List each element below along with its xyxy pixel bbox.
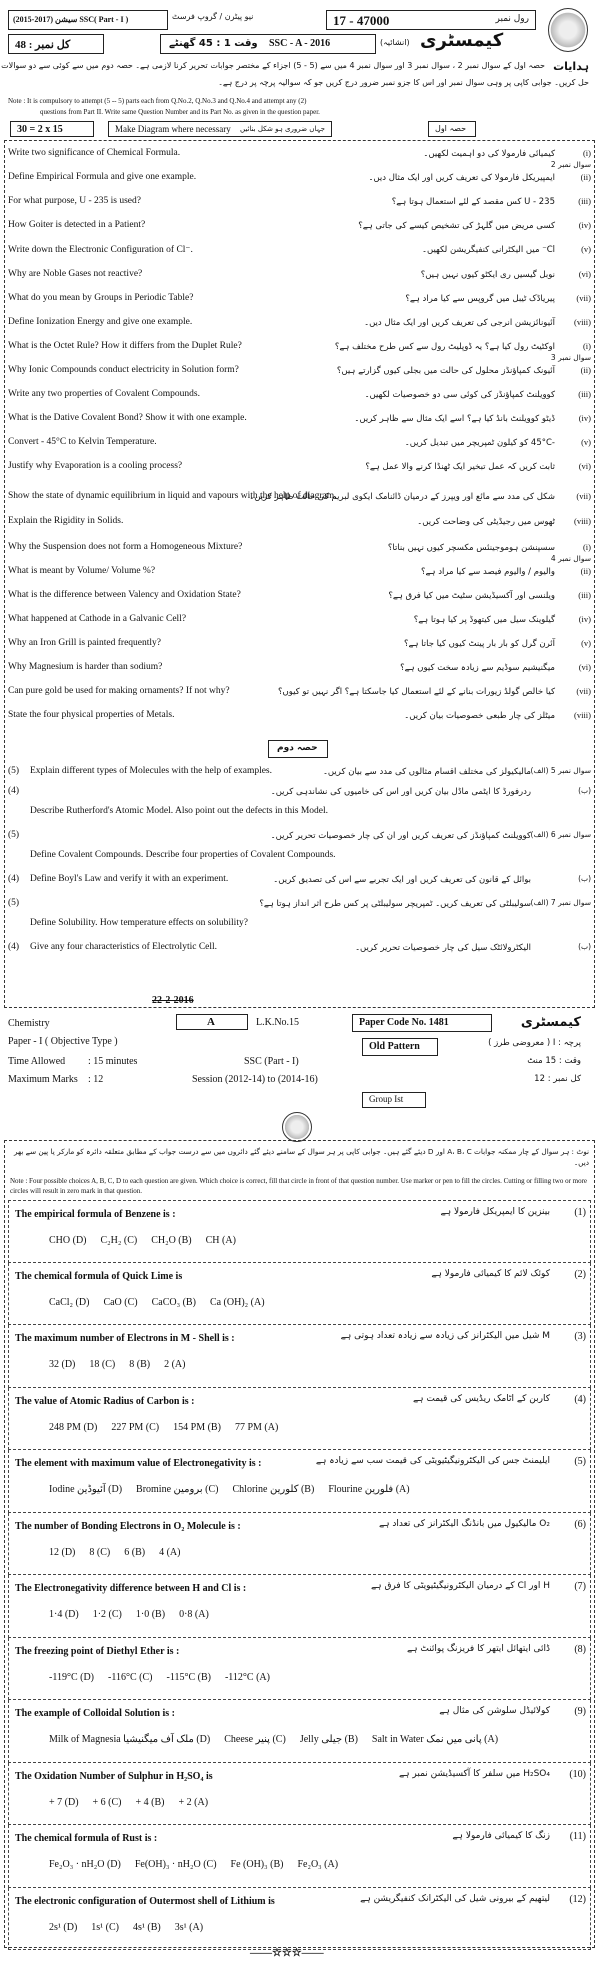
mcq-question-ur: بینزین کا ایمپریکل فارمولا ہے <box>440 1207 550 1217</box>
mcq-question-ur: ڈائی ایتھائل ایتھر کا فریزنگ پوائنٹ ہے <box>406 1643 550 1654</box>
session-text: (2015-2017) سیشن SSC( Part - I ) <box>13 15 129 24</box>
short-question-ur: ڈیٹو کوویلنٹ بانڈ کیا ہے؟ اسے ایک مثال سے ظاہر کریں۔ <box>354 414 555 425</box>
roll-label: رول نمبر <box>495 14 529 24</box>
long-question-num: (ب) <box>578 942 591 951</box>
mcq-option[interactable]: Jelly جیلی (B) <box>299 1734 358 1745</box>
mcq-question-ur: کاربن کے اٹامک ریڈیس کی قیمت ہے <box>412 1393 550 1404</box>
short-question-row <box>8 514 591 533</box>
short-question-num: (v) <box>581 437 591 448</box>
mcq-number: (3) <box>574 1331 586 1342</box>
short-question-ur: آئیونک کمپاؤنڈز محلول کی حالت میں بجلی کیوں گزارتے ہیں؟ <box>336 365 555 376</box>
old-pattern-box <box>362 1038 438 1056</box>
obj-subject-en: Chemistry <box>8 1018 50 1029</box>
mcq-option[interactable]: 1s¹ (C) <box>91 1921 120 1933</box>
long-question-marks: (4) <box>8 942 20 952</box>
short-question-num: (iii) <box>578 389 591 399</box>
mcq-option[interactable]: CH (A) <box>205 1235 236 1246</box>
subject-sub: (انشائیہ) <box>380 38 410 47</box>
mcq-number: (11) <box>569 1831 586 1842</box>
short-question-ur: Cl⁻ میں الیکٹرانی کنفیگریشن لکھیں۔ <box>422 245 555 256</box>
old-pattern: Old Pattern <box>369 1041 420 1052</box>
mcq-item <box>8 1513 591 1576</box>
mcq-option[interactable]: 2s¹ (D) <box>49 1921 78 1933</box>
short-question-row <box>8 315 591 334</box>
short-question-ur: آئیونائزیشن انرجی کی تعریف کریں اور ایک مثال دیں۔ <box>364 317 555 328</box>
obj-code-letter-box <box>176 1014 248 1030</box>
short-question-num: (i) <box>582 148 591 158</box>
short-question-en: How Goiter is detected in a Patient? <box>8 220 146 231</box>
short-question-row <box>8 564 591 583</box>
long-question-ur: سولیبلٹی کی تعریف کریں۔ ٹمپریچر سولیبلٹی پر کس طرح اثر انداز ہوتا ہے؟ <box>259 899 531 909</box>
board-seal-icon <box>548 8 588 52</box>
mcq-option[interactable]: + 7 (D) <box>49 1796 79 1808</box>
mcq-options <box>49 1734 512 1745</box>
long-question-ur: ردرفورڈ کا ایٹمی ماڈل بیان کریں اور اس کی خامیوں کی نشاندہی کریں۔ <box>270 787 531 797</box>
mcq-option[interactable]: 77 PM (A) <box>234 1421 279 1433</box>
mcq-option[interactable]: Flourine فلورین (A) <box>328 1484 410 1495</box>
short-question-row <box>8 612 591 631</box>
short-question-num: (ii) <box>580 364 591 375</box>
long-question-row <box>8 940 591 959</box>
short-question-row <box>8 363 591 382</box>
obj-code-letter: A <box>207 1016 215 1028</box>
diagram-urdu: جہاں ضروری ہو شکل بنائیں <box>240 125 325 133</box>
long-question-num: سوال نمبر 6 (الف) <box>530 830 591 839</box>
mcq-option[interactable]: 6 (B) <box>124 1546 146 1558</box>
mcq-option[interactable]: 154 PM (B) <box>173 1421 221 1433</box>
short-question-en: What is the Octet Rule? How it differs from the Duplet Rule? <box>8 340 242 351</box>
part2-label: حصہ دوم <box>277 743 318 753</box>
mcq-option[interactable]: CaCl₂ (D) <box>49 1296 90 1308</box>
instructions-note-2: questions from Part II. Write same Question Number and its Part No. as given in the question paper. <box>40 108 320 116</box>
long-question-marks: (5) <box>8 898 20 908</box>
short-question-num: (iv) <box>578 613 591 624</box>
marks-formula: 30 = 2 x 15 <box>17 124 63 135</box>
time-text: وقت 1 : 45 گھنٹے <box>169 38 258 49</box>
short-question-ur: ٹھوس میں رجیڈیٹی کی وضاحت کریں۔ <box>417 516 555 527</box>
obj-group: Group Ist <box>369 1094 404 1104</box>
mcq-option[interactable]: 4 (A) <box>159 1546 181 1558</box>
short-question-num: (vii) <box>576 292 591 303</box>
mcq-option[interactable]: -112°C (A) <box>224 1671 270 1683</box>
mcq-question-ur: O₂ مالیکیول میں بانڈنگ الیکٹرانز کی تعداد ہے <box>378 1518 550 1529</box>
short-question-num: (vii) <box>576 491 591 502</box>
mcq-option[interactable]: -119°C (D) <box>49 1671 95 1683</box>
short-question-row <box>8 194 591 213</box>
obj-paper-ur: پرچہ : I ( معروضی طرز ) <box>488 1038 581 1048</box>
short-question-row <box>8 411 591 430</box>
obj-paper-en: Paper - I ( Objective Type ) <box>8 1036 118 1047</box>
obj-time-ur: وقت : 15 منٹ <box>527 1056 581 1066</box>
question-number-label: سوال نمبر 2 <box>550 160 591 169</box>
mcq-question: The element with maximum value of Electronegativity is : <box>15 1458 262 1469</box>
instructions-label: ہدایات <box>553 60 589 73</box>
roll-number: 17 - 47000 <box>333 13 390 28</box>
short-question-en: Write down the Electronic Configuration of Cl⁻. <box>8 245 193 256</box>
mcq-question: The freezing point of Diethyl Ether is : <box>15 1645 180 1657</box>
mcq-option[interactable]: -115°C (B) <box>166 1671 211 1683</box>
time-box <box>160 34 376 54</box>
short-question-row <box>8 170 591 189</box>
part1-label: حصہ اول <box>435 124 467 133</box>
diagram-box <box>108 121 332 137</box>
mcq-option[interactable]: 8 (C) <box>89 1546 111 1558</box>
mcq-item <box>8 1638 591 1701</box>
short-question-en: Justify why Evaporation is a cooling process? <box>8 461 183 472</box>
mcq-item <box>8 1700 591 1763</box>
mcq-option[interactable]: 1·4 (D) <box>49 1609 79 1620</box>
long-question-row <box>8 764 591 783</box>
mcq-item <box>8 1575 591 1638</box>
mcq-option[interactable]: -116°C (C) <box>108 1671 153 1683</box>
short-question-en: Write two significance of Chemical Formula. <box>8 148 181 158</box>
mcq-number: (8) <box>574 1643 586 1655</box>
end-stars: ——☆☆☆—— <box>250 1947 324 1959</box>
short-question-ur: والیوم / والیوم فیصد سے کیا مراد ہے؟ <box>421 566 555 577</box>
mcq-question: The Oxidation Number of Sulphur in H₂SO₄ is <box>15 1770 213 1782</box>
instructions-urdu-2: حل کریں۔ جوابی کاپی پر وہی سوال نمبر اور اس کا جزو نمبر ضرور درج کریں جو کہ سوالیہ پرچہ پر درج ہے۔ <box>218 78 589 87</box>
short-question-num: (iv) <box>578 220 591 231</box>
mcq-option[interactable]: 0·8 (A) <box>179 1609 209 1620</box>
long-question-num: (ب) <box>578 874 591 883</box>
obj-ssc: SSC (Part - I) <box>244 1056 299 1067</box>
short-question-ur: -45°C کو کیلون ٹمپریچر میں تبدیل کریں۔ <box>404 438 555 449</box>
mcq-options <box>49 1922 217 1933</box>
part2-end-mark: 22-2-2016 <box>152 995 194 1006</box>
obj-time-val: : 15 minutes <box>88 1056 138 1067</box>
long-question-num: (ب) <box>578 786 591 795</box>
short-question-num: (vii) <box>576 686 591 697</box>
mcq-question-ur: H اور Cl کے درمیان الیکٹرونیگیٹیویٹی کا فرق ہے <box>371 1581 550 1591</box>
mcq-option[interactable]: Iodine آئیوڈین (D) <box>49 1484 123 1495</box>
mcq-number: (6) <box>574 1518 586 1530</box>
mcq-options <box>49 1672 284 1683</box>
short-question-ur: ثابت کریں کہ عمل تبخیر ایک ٹھنڈا کرنے والا عمل ہے؟ <box>365 462 555 473</box>
mcq-question: The empirical formula of Benzene is : <box>15 1209 176 1220</box>
mcq-option[interactable]: + 4 (B) <box>135 1796 165 1808</box>
mcq-question: The electronic configuration of Outermost shell of Lithium is <box>15 1895 275 1907</box>
obj-lk-no: L.K.No.15 <box>256 1017 300 1028</box>
short-question-ur: U - 235 کس مقصد کے لئے استعمال ہوتا ہے؟ <box>391 197 555 208</box>
mcq-options <box>49 1609 223 1620</box>
mcq-option[interactable]: + 6 (C) <box>92 1796 122 1808</box>
long-question-marks: (5) <box>8 766 20 776</box>
short-question-ur: نوبل گیسیں ری ایکٹو کیوں نہیں ہیں؟ <box>420 269 555 280</box>
short-question-num: (ii) <box>580 172 591 183</box>
group-text: نیو پیٹرن / گروپ فرسٹ <box>172 12 254 21</box>
long-question-ur: بوائل کے قانون کی تعریف کریں اور ایک تجربے سے اس کی تصدیق کریں۔ <box>273 875 531 885</box>
long-question-row <box>8 784 591 803</box>
long-question-marks: (4) <box>8 786 20 796</box>
short-question-ur: کیمیائی فارمولا کی دو اہمیت لکھیں۔ <box>423 149 555 159</box>
mcq-options <box>49 1422 292 1433</box>
short-question-row <box>8 660 591 679</box>
short-question-num: (vi) <box>578 461 591 472</box>
mcq-option[interactable]: 8 (B) <box>129 1359 151 1370</box>
mcq-option[interactable]: Bromine برومین (C) <box>136 1484 219 1495</box>
mcq-options <box>49 1359 199 1370</box>
long-question-row <box>8 872 591 891</box>
short-question-en: Why are Noble Gases not reactive? <box>8 268 143 279</box>
short-question-num: (viii) <box>574 710 591 721</box>
mcq-number: (7) <box>574 1581 586 1592</box>
mcq-options <box>49 1484 424 1495</box>
short-question-en: Define Empirical Formula and give one example. <box>8 172 197 183</box>
mcq-option[interactable]: Cheese پنیر (C) <box>224 1734 286 1745</box>
short-question-num: (ii) <box>580 565 591 576</box>
mcq-option[interactable]: 1·2 (C) <box>92 1609 122 1620</box>
short-question-num: (vi) <box>578 268 591 279</box>
mcq-option[interactable]: CH₂O (B) <box>151 1235 192 1246</box>
mcq-item <box>8 1325 591 1388</box>
group-box <box>362 1092 426 1108</box>
obj-paper-code: Paper Code No. 1481 <box>359 1017 449 1028</box>
mcq-option[interactable]: Milk of Magnesia ملک آف میگنیشیا (D) <box>49 1734 211 1745</box>
obj-marks-val: : 12 <box>88 1074 104 1085</box>
mcq-question: The example of Colloidal Solution is : <box>15 1708 176 1719</box>
mcq-question-ur: کولائیڈل سلوشن کی مثال ہے <box>439 1706 550 1716</box>
short-question-row <box>8 435 591 454</box>
short-question-ur: اوکٹیٹ رول کیا ہے؟ یہ ڈوپلیٹ رول سے کس طرح مختلف ہے؟ <box>334 341 555 352</box>
part1-box <box>428 121 476 137</box>
mcq-option[interactable]: + 2 (A) <box>178 1796 209 1808</box>
short-question-row <box>8 146 591 165</box>
obj-subject-ur: کیمسٹری <box>520 1015 581 1030</box>
short-question-num: (v) <box>581 638 591 648</box>
long-question-en: Describe Rutherford's Atomic Model. Also point out the defects in this Model. <box>30 806 329 816</box>
mcq-option[interactable]: CaCO₃ (B) <box>151 1296 196 1308</box>
mcq-option[interactable]: 4s¹ (B) <box>133 1921 161 1933</box>
mcq-question-ur: زنگ کا کیمیائی فارمولا ہے <box>452 1831 550 1841</box>
mcq-number: (10) <box>569 1768 586 1780</box>
short-question-num: (vi) <box>578 662 591 673</box>
mcq-question-ur: M شیل میں الیکٹرانز کی زیادہ سے زیادہ تعداد ہوتی ہے <box>340 1331 550 1341</box>
short-question-num: (iii) <box>578 196 591 207</box>
obj-paper-code-box <box>352 1014 492 1032</box>
short-question-ur: کیا خالص گولڈ زیورات بنانے کے لئے استعمال کیا جاسکتا ہے؟ اگر نہیں تو کیوں؟ <box>277 687 555 698</box>
mcq-question-ur: لیتھیم کے بیرونی شیل کی الیکٹرانک کنفیگریشن ہے <box>360 1893 550 1904</box>
diagram-text: Make Diagram where necessary <box>115 124 231 134</box>
long-question-row <box>8 896 591 915</box>
long-question-row <box>8 848 591 867</box>
question-number-label: سوال نمبر 3 <box>550 352 591 362</box>
short-question-en: What is meant by Volume/ Volume %? <box>8 565 156 576</box>
short-question-ur: ایمپیریکل فارمولا کی تعریف کریں اور ایک مثال دیں۔ <box>368 173 555 184</box>
session-box <box>8 10 168 30</box>
mcq-question-ur: H₂SO₄ میں سلفر کا آکسیڈیشن نمبر ہے <box>399 1768 550 1779</box>
short-question-row <box>8 489 591 508</box>
mcq-number: (5) <box>574 1456 586 1467</box>
mcq-option[interactable]: 3s¹ (A) <box>174 1921 204 1933</box>
long-question-row <box>8 828 591 847</box>
mcq-question: The chemical formula of Rust is : <box>15 1833 158 1844</box>
short-question-en: State the four physical properties of Metals. <box>8 710 175 721</box>
question-number-label: سوال نمبر 4 <box>550 553 591 563</box>
long-question-num: سوال نمبر 7 (الف) <box>530 898 591 907</box>
mcq-option[interactable]: CHO (D) <box>49 1235 87 1246</box>
long-question-num: سوال نمبر 5 (الف) <box>530 766 591 775</box>
mcq-option[interactable]: C₂H₂ (C) <box>100 1235 138 1246</box>
long-question-row <box>8 916 591 935</box>
mcq-number: (1) <box>574 1207 586 1218</box>
short-question-row <box>8 291 591 310</box>
mcq-item <box>8 1388 591 1451</box>
obj-note-urdu: نوٹ : ہر سوال کے چار ممکنہ جوابات A، B، C اور D دیئے گئے ہیں۔ جوابی کاپی پر ہر سوال کے سامنے دیئے گئے دائروں میں سے درست جواب کے مطابق متعلقہ دائرہ کو مارکر یا پین سے بھر دیں۔ <box>13 1147 589 1167</box>
short-question-ur: گیلوینک سیل میں کیتھوڈ پر کیا ہوتا ہے؟ <box>413 614 555 625</box>
long-question-row <box>8 804 591 823</box>
short-question-en: What do you mean by Groups in Periodic Table? <box>8 292 194 303</box>
subject-title: کیمسٹری <box>420 30 504 51</box>
short-question-en: Why Ionic Compounds conduct electricity in Solution form? <box>8 364 239 375</box>
short-question-en: Can pure gold be used for making ornaments? If not why? <box>8 686 230 697</box>
mcq-option[interactable]: CaO (C) <box>103 1296 138 1308</box>
mcq-options <box>49 1797 222 1808</box>
mcq-number: (4) <box>574 1393 586 1405</box>
short-question-row <box>8 218 591 237</box>
mcq-option[interactable]: 248 PM (D) <box>49 1421 98 1433</box>
obj-session: Session (2012-14) to (2014-16) <box>192 1074 318 1085</box>
paper-code: SSC - A - 2016 <box>269 38 331 49</box>
instructions-note-1: Note : It is compulsory to attempt (5 -- 5) parts each from Q.No.2, Q.No.3 and Q.No.4 and attempt any (2) <box>8 97 307 105</box>
board-seal-small-icon <box>282 1112 312 1142</box>
short-question-row <box>8 387 591 406</box>
mcq-options <box>49 1297 279 1308</box>
short-question-row <box>8 540 591 559</box>
instructions-urdu-1: حصہ اول کے سوال نمبر 2 ، سوال نمبر 3 اور سوال نمبر 4 میں سے (5 - 5) اجزاء کے مختصر جوابات تحریر کرنا لازمی ہے۔ حصہ دوم میں سے کوئی سے دو سوالات <box>1 61 545 70</box>
mcq-item <box>8 1200 591 1263</box>
obj-note-en: Note : Four possible choices A, B, C, D to each question are given. Which choice is correct, fill that circle in front of that question number. Use marker or pen to fill the circles. Cutting or filling two or more circles will result in zero mark in that question. <box>10 1177 588 1195</box>
short-question-en: Why an Iron Grill is painted frequently? <box>8 638 162 648</box>
mcq-number: (12) <box>569 1893 586 1905</box>
mcq-item <box>8 1888 591 1951</box>
mcq-option[interactable]: 12 (D) <box>49 1546 76 1558</box>
short-question-en: Show the state of dynamic equilibrium in liquid and vapours with the help of diagram. <box>8 491 337 502</box>
short-question-row <box>8 684 591 703</box>
short-question-num: (i) <box>582 340 591 351</box>
long-question-en: Give any four characteristics of Electrolytic Cell. <box>30 942 218 952</box>
short-question-en: What is the Dative Covalent Bond? Show it with one example. <box>8 413 247 424</box>
mcq-question: The number of Bonding Electrons in O₂ Molecule is : <box>15 1520 241 1532</box>
mcq-option[interactable]: 32 (D) <box>49 1359 76 1370</box>
long-question-en: Define Covalent Compounds. Describe four properties of Covalent Compounds. <box>30 850 336 860</box>
mcq-options <box>49 1547 194 1558</box>
mcq-options <box>49 1235 250 1246</box>
short-question-num: (iii) <box>578 589 591 600</box>
short-question-en: Convert - 45°C to Kelvin Temperature. <box>8 437 157 448</box>
short-question-row <box>8 459 591 478</box>
mcq-option[interactable]: 2 (A) <box>164 1359 186 1370</box>
mcq-question: The maximum number of Electrons in M - Shell is : <box>15 1333 235 1344</box>
short-question-row <box>8 708 591 727</box>
mcq-number: (2) <box>574 1268 586 1280</box>
short-question-ur: شکل کی مدد سے مائع اور ویپرز کے درمیان ڈائنامک ایکوی لبریم کی حالت ظاہر کریں۔ <box>249 492 555 503</box>
marks-box <box>8 34 104 54</box>
roll-number-box <box>326 10 536 30</box>
mcq-question-ur: کوئک لائم کا کیمیائی فارمولا ہے <box>431 1268 550 1279</box>
mcq-option[interactable]: Fe(OH)₃ · nH₂O (C) <box>134 1859 217 1870</box>
mcq-question: The value of Atomic Radius of Carbon is : <box>15 1395 195 1407</box>
mcq-question: The Electronegativity difference between H and Cl is : <box>15 1583 247 1594</box>
short-question-en: For what purpose, U - 235 is used? <box>8 196 141 207</box>
mcq-item <box>8 1763 591 1826</box>
mcq-item <box>8 1825 591 1888</box>
mcq-item <box>8 1263 591 1326</box>
part2-box <box>268 740 328 758</box>
long-question-ur: کوویلنٹ کمپاؤنڈز کی تعریف کریں اور ان کی چار خصوصیات تحریر کریں۔ <box>270 831 531 841</box>
long-question-en: Explain different types of Molecules with the help of examples. <box>30 766 273 776</box>
mcq-question-ur: ایلیمنٹ جس کی الیکٹرونیگیٹیویٹی کی قیمت سب سے زیادہ ہے <box>315 1456 550 1466</box>
long-question-ur: مالیکیولز کی مختلف اقسام مثالوں کی مدد سے بیان کریں۔ <box>322 767 531 777</box>
short-question-num: (i) <box>582 541 591 552</box>
mcq-option[interactable]: Fe₂O₃ · nH₂O (D) <box>49 1859 121 1870</box>
mcq-number: (9) <box>574 1706 586 1717</box>
short-question-en: Why Magnesium is harder than sodium? <box>8 662 163 673</box>
mcq-option[interactable]: Ca (OH)₂ (A) <box>209 1296 265 1308</box>
mcq-item <box>8 1450 591 1513</box>
short-question-en: Explain the Rigidity in Solids. <box>8 515 124 526</box>
obj-marks-ur: کل نمبر : 12 <box>534 1074 581 1084</box>
short-question-ur: پیریاڈک ٹیبل میں گروپس سے کیا مراد ہے؟ <box>405 293 555 304</box>
mcq-options <box>49 1859 352 1870</box>
short-question-en: What happened at Cathode in a Galvanic Cell? <box>8 613 187 624</box>
short-question-row <box>8 636 591 655</box>
short-question-en: Define Ionization Energy and give one example. <box>8 316 193 327</box>
short-question-en: Write any two properties of Covalent Compounds. <box>8 389 200 399</box>
mcq-question: The chemical formula of Quick Lime is <box>15 1270 183 1282</box>
obj-marks-en: Maximum Marks <box>8 1074 78 1085</box>
short-question-en: What is the difference between Valency and Oxidation State? <box>8 589 241 600</box>
short-question-en: Why the Suspension does not form a Homogeneous Mixture? <box>8 541 243 552</box>
mcq-option[interactable]: 1·0 (B) <box>135 1609 166 1620</box>
mcq-option[interactable]: Fe (OH)₃ (B) <box>230 1859 284 1870</box>
mcq-option[interactable]: Fe₂O₃ (A) <box>297 1859 339 1870</box>
mcq-option[interactable]: 18 (C) <box>89 1359 116 1370</box>
short-question-ur: میگنیشیم سوڈیم سے زیادہ سخت کیوں ہے؟ <box>400 663 555 674</box>
short-question-ur: آئرن گرل کو بار بار پینٹ کیوں کیا جاتا ہے؟ <box>403 639 555 649</box>
short-question-row <box>8 339 591 358</box>
short-question-num: (v) <box>581 244 591 255</box>
marks-formula-box <box>10 121 94 137</box>
short-question-ur: کسی مریض میں گلہڑ کی تشخیص کیسے کی جاتی ہے؟ <box>358 221 555 232</box>
short-question-ur: میٹلز کی چار طبعی خصوصیات بیان کریں۔ <box>404 711 555 722</box>
long-question-ur: الیکٹرولائٹک سیل کی چار خصوصیات تحریر کریں۔ <box>355 943 531 953</box>
short-question-num: (viii) <box>574 515 591 526</box>
long-question-marks: (5) <box>8 830 20 840</box>
mcq-option[interactable]: Chlorine کلورین (B) <box>232 1484 315 1495</box>
obj-time-en: Time Allowed <box>8 1056 66 1067</box>
short-question-row <box>8 588 591 607</box>
short-question-row <box>8 242 591 261</box>
long-question-en: Define Solubility. How temperature effects on solubility? <box>30 918 248 928</box>
short-question-num: (iv) <box>578 413 591 424</box>
marks-text: کل نمبر : 48 <box>15 39 71 51</box>
short-question-ur: ویلنسی اور آکسیڈیشن سٹیٹ میں کیا فرق ہے؟ <box>388 590 555 601</box>
mcq-option[interactable]: Salt in Water پانی میں نمک (A) <box>371 1734 499 1745</box>
short-question-row <box>8 267 591 286</box>
short-question-num: (viii) <box>574 316 591 327</box>
long-question-marks: (4) <box>8 874 20 884</box>
long-question-en: Define Boyl's Law and verify it with an experiment. <box>30 874 229 884</box>
short-question-ur: سسپنشن ہوموجینئس مکسچر کیوں نہیں بناتا؟ <box>387 542 555 553</box>
short-question-ur: کوویلنٹ کمپاؤنڈز کی کوئی سی دو خصوصیات لکھیں۔ <box>364 390 555 400</box>
mcq-option[interactable]: 227 PM (C) <box>111 1421 160 1433</box>
